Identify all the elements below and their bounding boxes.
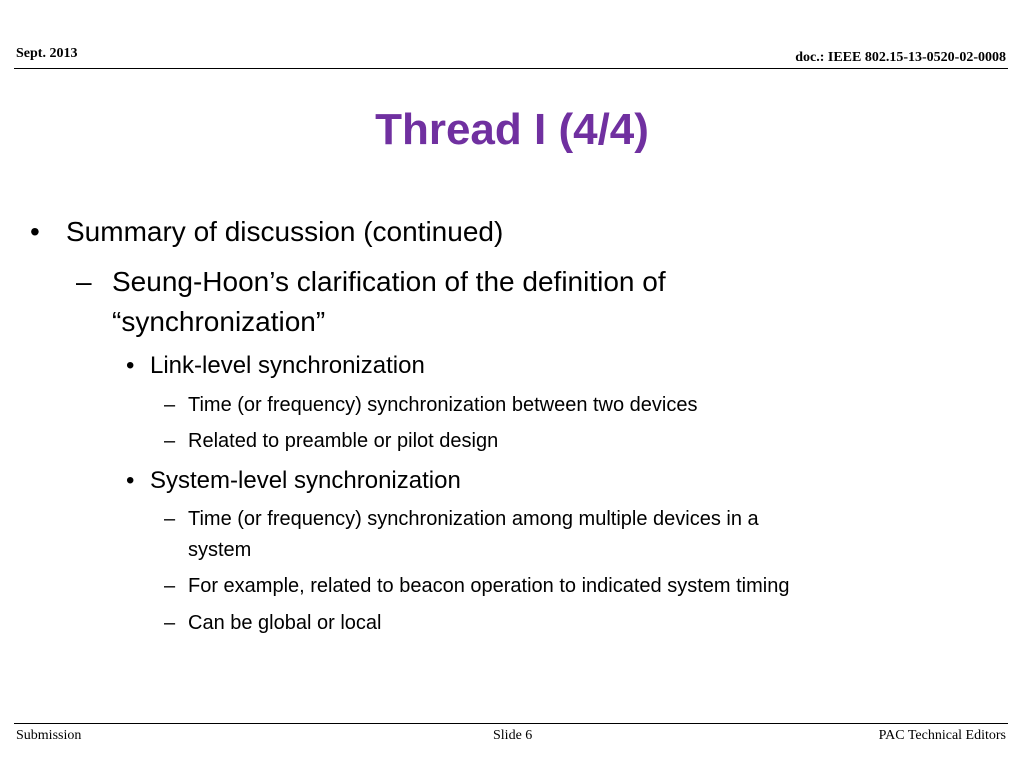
dash-item-preamble: Related to preamble or pilot design (188, 430, 499, 452)
bullet-marker: • (30, 216, 40, 247)
footer-divider (14, 723, 1008, 724)
dash-item-time-two-devices: Time (or frequency) synchronization between two devices (188, 394, 698, 416)
dash-marker: – (164, 430, 176, 452)
sub-bullet-clarification-line2: “synchronization” (112, 306, 326, 337)
footer-editors: PAC Technical Editors (878, 728, 1006, 743)
header-date: Sept. 2013 (16, 46, 78, 61)
dash-item-time-multiple-line1: Time (or frequency) synchronization among multiple devices in a (188, 508, 759, 530)
footer-submission: Submission (16, 728, 82, 743)
dash-marker: – (164, 394, 176, 416)
dash-marker: – (164, 575, 176, 597)
bullet-marker: • (126, 467, 135, 494)
dash-item-global-local: Can be global or local (188, 612, 382, 634)
header-divider (14, 68, 1008, 69)
bullet-summary: Summary of discussion (continued) (66, 216, 504, 247)
dash-marker: – (164, 508, 176, 530)
bullet-link-level: Link-level synchronization (150, 352, 425, 379)
sub-bullet-clarification-line1: Seung-Hoon’s clarification of the definition of (112, 266, 666, 297)
dash-item-time-multiple-line2: system (188, 539, 252, 561)
bullet-marker: • (126, 352, 135, 379)
header-doc-id: doc.: IEEE 802.15-13-0520-02-0008 (795, 50, 1006, 65)
dash-item-beacon: For example, related to beacon operation to indicated system timing (188, 575, 790, 597)
bullet-system-level: System-level synchronization (150, 467, 461, 494)
dash-marker: – (164, 612, 176, 634)
dash-marker: – (76, 266, 92, 297)
slide-title: Thread I (4/4) (375, 105, 649, 154)
footer-slide-number: Slide 6 (493, 728, 533, 743)
